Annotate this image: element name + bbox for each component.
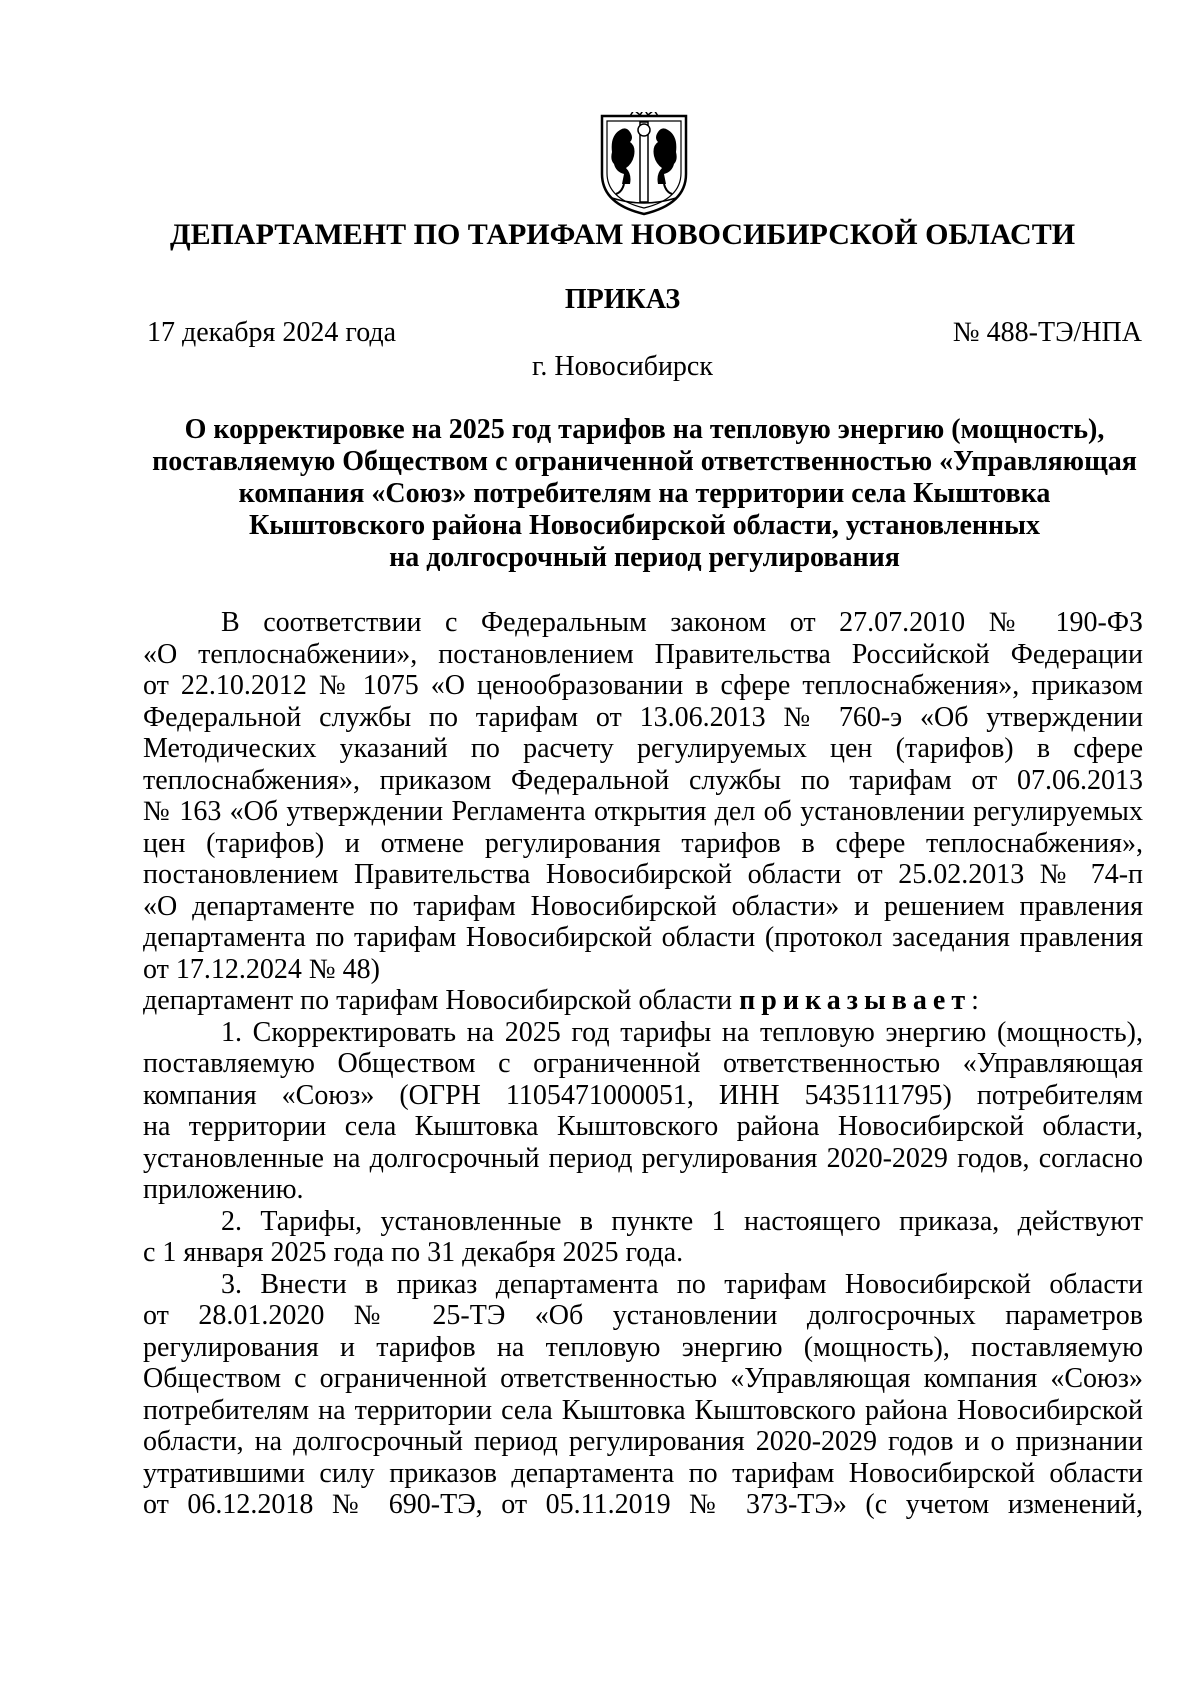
preamble-line: департамента по тарифам Новосибирской области (протокол заседания правления: [143, 922, 1143, 953]
item-3-line: Обществом с ограниченной ответственностью «Управляющая компания «Союз»: [143, 1363, 1143, 1394]
subject-line: поставляемую Обществом с ограниченной ответственностью «Управляющая: [152, 446, 1137, 477]
preamble-line: от 22.10.2012 № 1075 «О ценообразовании в сфере теплоснабжения», приказом: [143, 670, 1143, 701]
item-1-line: компания «Союз» (ОГРН 1105471000051, ИНН 5435111795) потребителям: [143, 1079, 1143, 1111]
document-type-heading: ПРИКАЗ: [564, 284, 681, 315]
preamble-line: от 17.12.2024 № 48): [143, 953, 380, 985]
item-3-line: утратившими силу приказов департамента по тарифам Новосибирской области: [143, 1457, 1143, 1489]
subject-line: О корректировке на 2025 год тарифов на тепловую энергию (мощность),: [184, 414, 1105, 445]
item-2-line: с 1 января 2025 года по 31 декабря 2025 года.: [143, 1237, 684, 1268]
item-2-line: 2. Тарифы, установленные в пункте 1 настоящего приказа, действуют: [221, 1205, 1143, 1237]
decree-prefix: департамент по тарифам Новосибирской области: [143, 985, 740, 1016]
item-3-line: области, на долгосрочный период регулирования 2020-2029 годов и о признании: [143, 1426, 1143, 1457]
department-title: ДЕПАРТАМЕНТ ПО ТАРИФАМ НОВОСИБИРСКОЙ ОБЛАСТИ: [169, 218, 1076, 251]
order-subject: [147, 414, 1142, 574]
item-3-line: регулирования и тарифов на тепловую энергию (мощность), поставляемую: [143, 1331, 1143, 1363]
item-3-line: потребителям на территории села Кыштовка Кыштовского района Новосибирской: [143, 1394, 1143, 1426]
item-1-line: установленные на долгосрочный период регулирования 2020-2029 годов, согласно: [143, 1142, 1143, 1174]
preamble-line: «О теплоснабжении», постановлением Правительства Российской Федерации: [143, 638, 1143, 670]
preamble-line: № 163 «Об утверждении Регламента открытия дел об установлении регулируемых: [143, 796, 1143, 827]
order-number: № 488-ТЭ/НПА: [952, 317, 1142, 348]
preamble-line: теплоснабжения», приказом Федеральной службы по тарифам от 07.06.2013: [143, 764, 1143, 796]
preamble-line: Методических указаний по расчету регулируемых цен (тарифов) в сфере: [143, 733, 1143, 764]
item-1-line: поставляемую Обществом с ограниченной ответственностью «Управляющая: [143, 1048, 1143, 1079]
decree-line: [143, 985, 1143, 1017]
novosibirsk-coat-of-arms-icon: [596, 112, 692, 216]
subject-line: на долгосрочный период регулирования: [389, 542, 900, 573]
order-body: [143, 607, 1143, 1521]
preamble-line: «О департаменте по тарифам Новосибирской области» и решением правления: [143, 890, 1143, 922]
subject-line: Кыштовского района Новосибирской области, установленных: [248, 510, 1041, 541]
preamble-line: В соответствии с Федеральным законом от 27.07.2010 № 190-ФЗ: [221, 607, 1143, 638]
subject-line: компания «Союз» потребителям на территории села Кыштовка: [238, 478, 1051, 509]
decree-verb: приказывает: [739, 985, 972, 1016]
order-city: г. Новосибирск: [532, 351, 713, 382]
item-3-line: от 06.12.2018 № 690-ТЭ, от 05.11.2019 № 373-ТЭ» (с учетом изменений,: [143, 1489, 1143, 1520]
item-1-line: на территории села Кыштовка Кыштовского района Новосибирской области,: [143, 1111, 1143, 1142]
item-1-line: приложению.: [143, 1174, 304, 1205]
order-date: 17 декабря 2024 года: [147, 317, 397, 348]
preamble-line: постановлением Правительства Новосибирской области от 25.02.2013 № 74-п: [143, 859, 1143, 890]
preamble-line: Федеральной службы по тарифам от 13.06.2013 № 760-э «Об утверждении: [143, 701, 1143, 733]
preamble-line: цен (тарифов) и отмене регулирования тарифов в сфере теплоснабжения»,: [143, 827, 1143, 859]
item-1-line: 1. Скорректировать на 2025 год тарифы на тепловую энергию (мощность),: [221, 1016, 1143, 1048]
decree-suffix: :: [971, 985, 979, 1016]
item-3-line: от 28.01.2020 № 25-ТЭ «Об установлении долгосрочных параметров: [143, 1300, 1143, 1331]
item-3-line: 3. Внести в приказ департамента по тарифам Новосибирской области: [221, 1268, 1143, 1300]
